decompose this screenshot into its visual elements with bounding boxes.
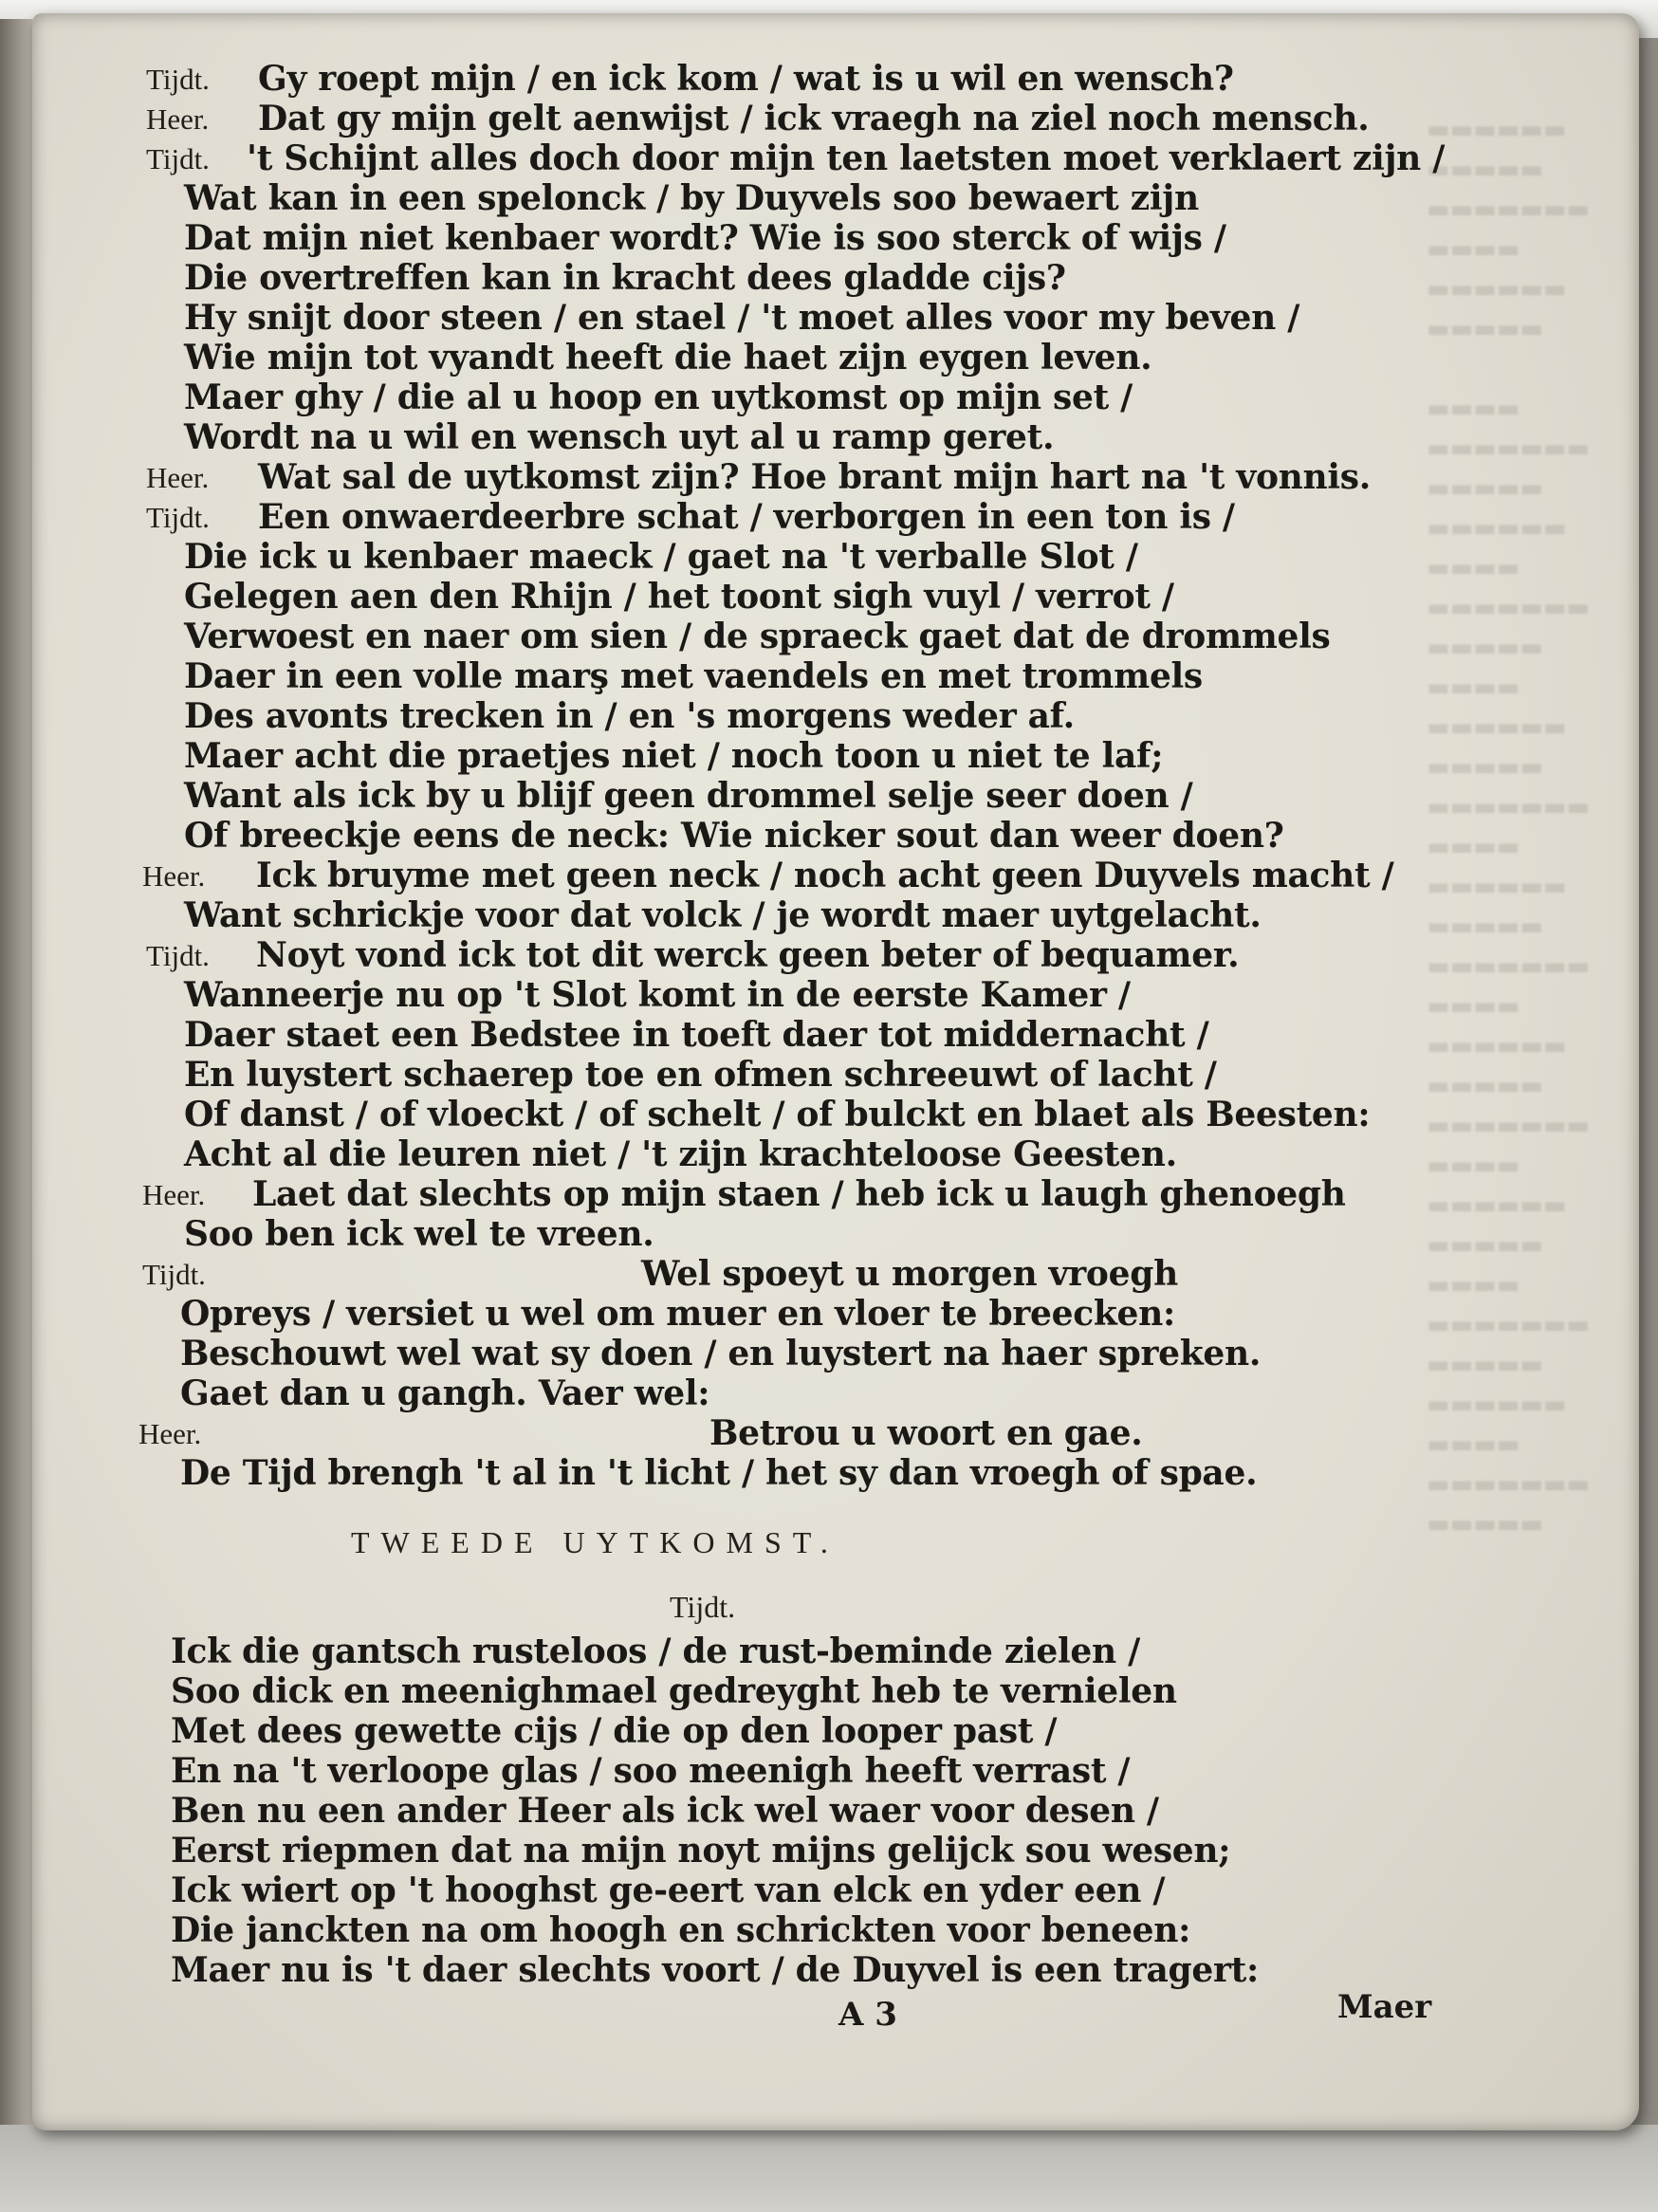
catchword: Maer	[1337, 1988, 1432, 2026]
verse-line: Ick wiert op 't hooghst ge-eert van elck en yder een /	[171, 1871, 1166, 1910]
signature-mark: A 3	[838, 1996, 897, 2034]
verse-line: Ben nu een ander Heer als ick wel waer voor desen /	[171, 1791, 1159, 1831]
verse-line: Wie mijn tot vyandt heeft die haet zijn eygen leven.	[184, 338, 1152, 378]
backdrop-bottom	[0, 2125, 1658, 2212]
verse-line: Soo ben ick wel te vreen.	[184, 1214, 654, 1254]
verse-line: Met dees gewette cijs / die op den looper past /	[171, 1711, 1058, 1751]
speaker-label: Tijdt.	[146, 142, 210, 175]
verse-line: Dat gy mijn gelt aenwijst / ick vraegh na ziel noch mensch.	[258, 99, 1370, 138]
verse-line: Wel spoeyt u morgen vroegh	[641, 1254, 1178, 1294]
verse-line: Des avonts trecken in / en 's morgens weder af.	[184, 696, 1075, 736]
verse-line: Laet dat slechts op mijn staen / heb ick u laugh ghenoegh	[252, 1174, 1346, 1214]
verse-line: Wanneerje nu op 't Slot komt in de eerste Kamer /	[184, 975, 1131, 1015]
verse-line: Wat sal de uytkomst zijn? Hoe brant mijn hart na 't vonnis.	[258, 457, 1372, 497]
verse-line: Want als ick by u blijf geen drommel selje seer doen /	[184, 776, 1193, 816]
speaker-label: Heer.	[138, 1417, 202, 1450]
verse-line: Maer ghy / die al u hoop en uytkomst op mijn set /	[184, 378, 1133, 417]
speaker-label: Heer.	[142, 1178, 206, 1211]
speaker-label: Tijdt.	[146, 939, 210, 972]
verse-line: 't Schijnt alles doch door mijn ten laetsten moet verklaert zijn /	[247, 138, 1446, 178]
verse-line: Maer acht die praetjes niet / noch toon u niet te laf;	[184, 736, 1164, 776]
speaker-label: Heer.	[146, 461, 210, 494]
speaker-label: Heer.	[146, 102, 210, 136]
verse-line: Hy snijt door steen / en stael / 't moet alles voor my beven /	[184, 298, 1300, 338]
verse-line: Dat mijn niet kenbaer wordt? Wie is soo sterck of wijs /	[184, 218, 1226, 258]
verse-line: Ick bruyme met geen neck / noch acht geen Duyvels macht /	[256, 856, 1394, 895]
verse-line: Daer in een volle marş met vaendels en met trommels	[184, 656, 1203, 696]
verse-line: Of breeckje eens de neck: Wie nicker sout dan weer doen?	[184, 816, 1284, 856]
verse-line: Beschouwt wel wat sy doen / en luystert na haer spreken.	[180, 1334, 1262, 1373]
verse-line: Die janckten na om hoogh en schrickten voor beneen:	[171, 1910, 1191, 1950]
verse-line: Opreys / versiet u wel om muer en vloer te breecken:	[180, 1294, 1175, 1334]
book-page	[32, 13, 1639, 2130]
verse-line: Verwoest en naer om sien / de spraeck gaet dat de drommels	[184, 617, 1331, 656]
speaker-label: Heer.	[142, 859, 206, 893]
verse-line: Gy roept mijn / en ick kom / wat is u wil en wensch?	[258, 59, 1234, 99]
verse-line: Betrou u woort en gae.	[709, 1413, 1143, 1453]
verse-line: En luystert schaerep toe en ofmen schreeuwt of lacht /	[184, 1055, 1217, 1095]
verse-line: Daer staet een Bedstee in toeft daer tot middernacht /	[184, 1015, 1209, 1055]
speaker-label: Tijdt.	[146, 63, 210, 96]
verse-line: Soo dick en meenighmael gedreyght heb te vernielen	[171, 1671, 1177, 1711]
verse-line: Een onwaerdeerbre schat / verborgen in een ton is /	[258, 497, 1235, 537]
verse-line: De Tijd brengh 't al in 't licht / het sy dan vroegh of spae.	[180, 1453, 1258, 1493]
verse-line: Die ick u kenbaer maeck / gaet na 't verballe Slot /	[184, 537, 1138, 577]
verse-line: Gaet dan u gangh. Vaer wel:	[180, 1373, 710, 1413]
section-title: TWEEDE UYTKOMST.	[351, 1525, 839, 1559]
verse-line: Wat kan in een spelonck / by Duyvels soo bewaert zijn	[184, 178, 1199, 218]
verse-line: Eerst riepmen dat na mijn noyt mijns gelijck sou wesen;	[171, 1831, 1231, 1871]
verse-line: Gelegen aen den Rhijn / het toont sigh vuyl / verrot /	[184, 577, 1174, 617]
verse-line: Noyt vond ick tot dit werck geen beter of bequamer.	[256, 935, 1240, 975]
verse-line: Die overtreffen kan in kracht dees gladde cijs?	[184, 258, 1066, 298]
section-speaker: Tijdt.	[670, 1590, 736, 1624]
verse-line: Acht al die leuren niet / 't zijn krachteloose Geesten.	[184, 1134, 1177, 1174]
speaker-label: Tijdt.	[146, 501, 210, 534]
show-through-text: ▬▬▬▬▬▬ ▬▬▬▬▬ ▬▬▬▬▬▬▬ ▬▬▬▬ ▬▬▬▬▬▬ ▬▬▬▬▬ ▬▬▬▬ ▬▬▬▬▬▬▬ ▬▬▬▬▬ ▬▬▬▬▬▬ ▬▬▬▬ ▬▬▬▬▬▬▬ ▬▬▬▬▬ ▬▬▬▬ ▬▬▬▬▬▬ ▬▬▬▬▬ ▬▬▬▬▬▬▬ ▬▬▬▬ ▬▬▬▬▬▬ ▬▬▬▬▬ ▬▬▬▬▬▬▬ ▬▬▬▬ ▬▬▬▬▬▬ ▬▬▬▬▬ ▬▬▬▬▬▬▬ ▬▬▬▬ ▬▬▬▬▬▬ ▬▬▬▬▬ ▬▬▬▬ ▬▬▬▬▬▬▬ ▬▬▬▬▬ ▬▬▬▬▬▬ ▬▬▬▬ ▬▬▬▬▬▬▬ ▬▬▬▬▬	[1427, 116, 1590, 1539]
verse-line: Want schrickje voor dat volck / je wordt maer uytgelacht.	[184, 895, 1262, 935]
speaker-label: Tijdt.	[142, 1258, 206, 1291]
verse-line: Maer nu is 't daer slechts voort / de Duyvel is een tragert:	[171, 1950, 1259, 1990]
verse-line: Of danst / of vloeckt / of schelt / of bulckt en blaet als Beesten:	[184, 1095, 1371, 1134]
verse-line: En na 't verloope glas / soo meenigh heeft verrast /	[171, 1751, 1131, 1791]
verse-line: Ick die gantsch rusteloos / de rust-beminde zielen /	[171, 1631, 1140, 1671]
verse-line: Wordt na u wil en wensch uyt al u ramp geret.	[184, 417, 1055, 457]
